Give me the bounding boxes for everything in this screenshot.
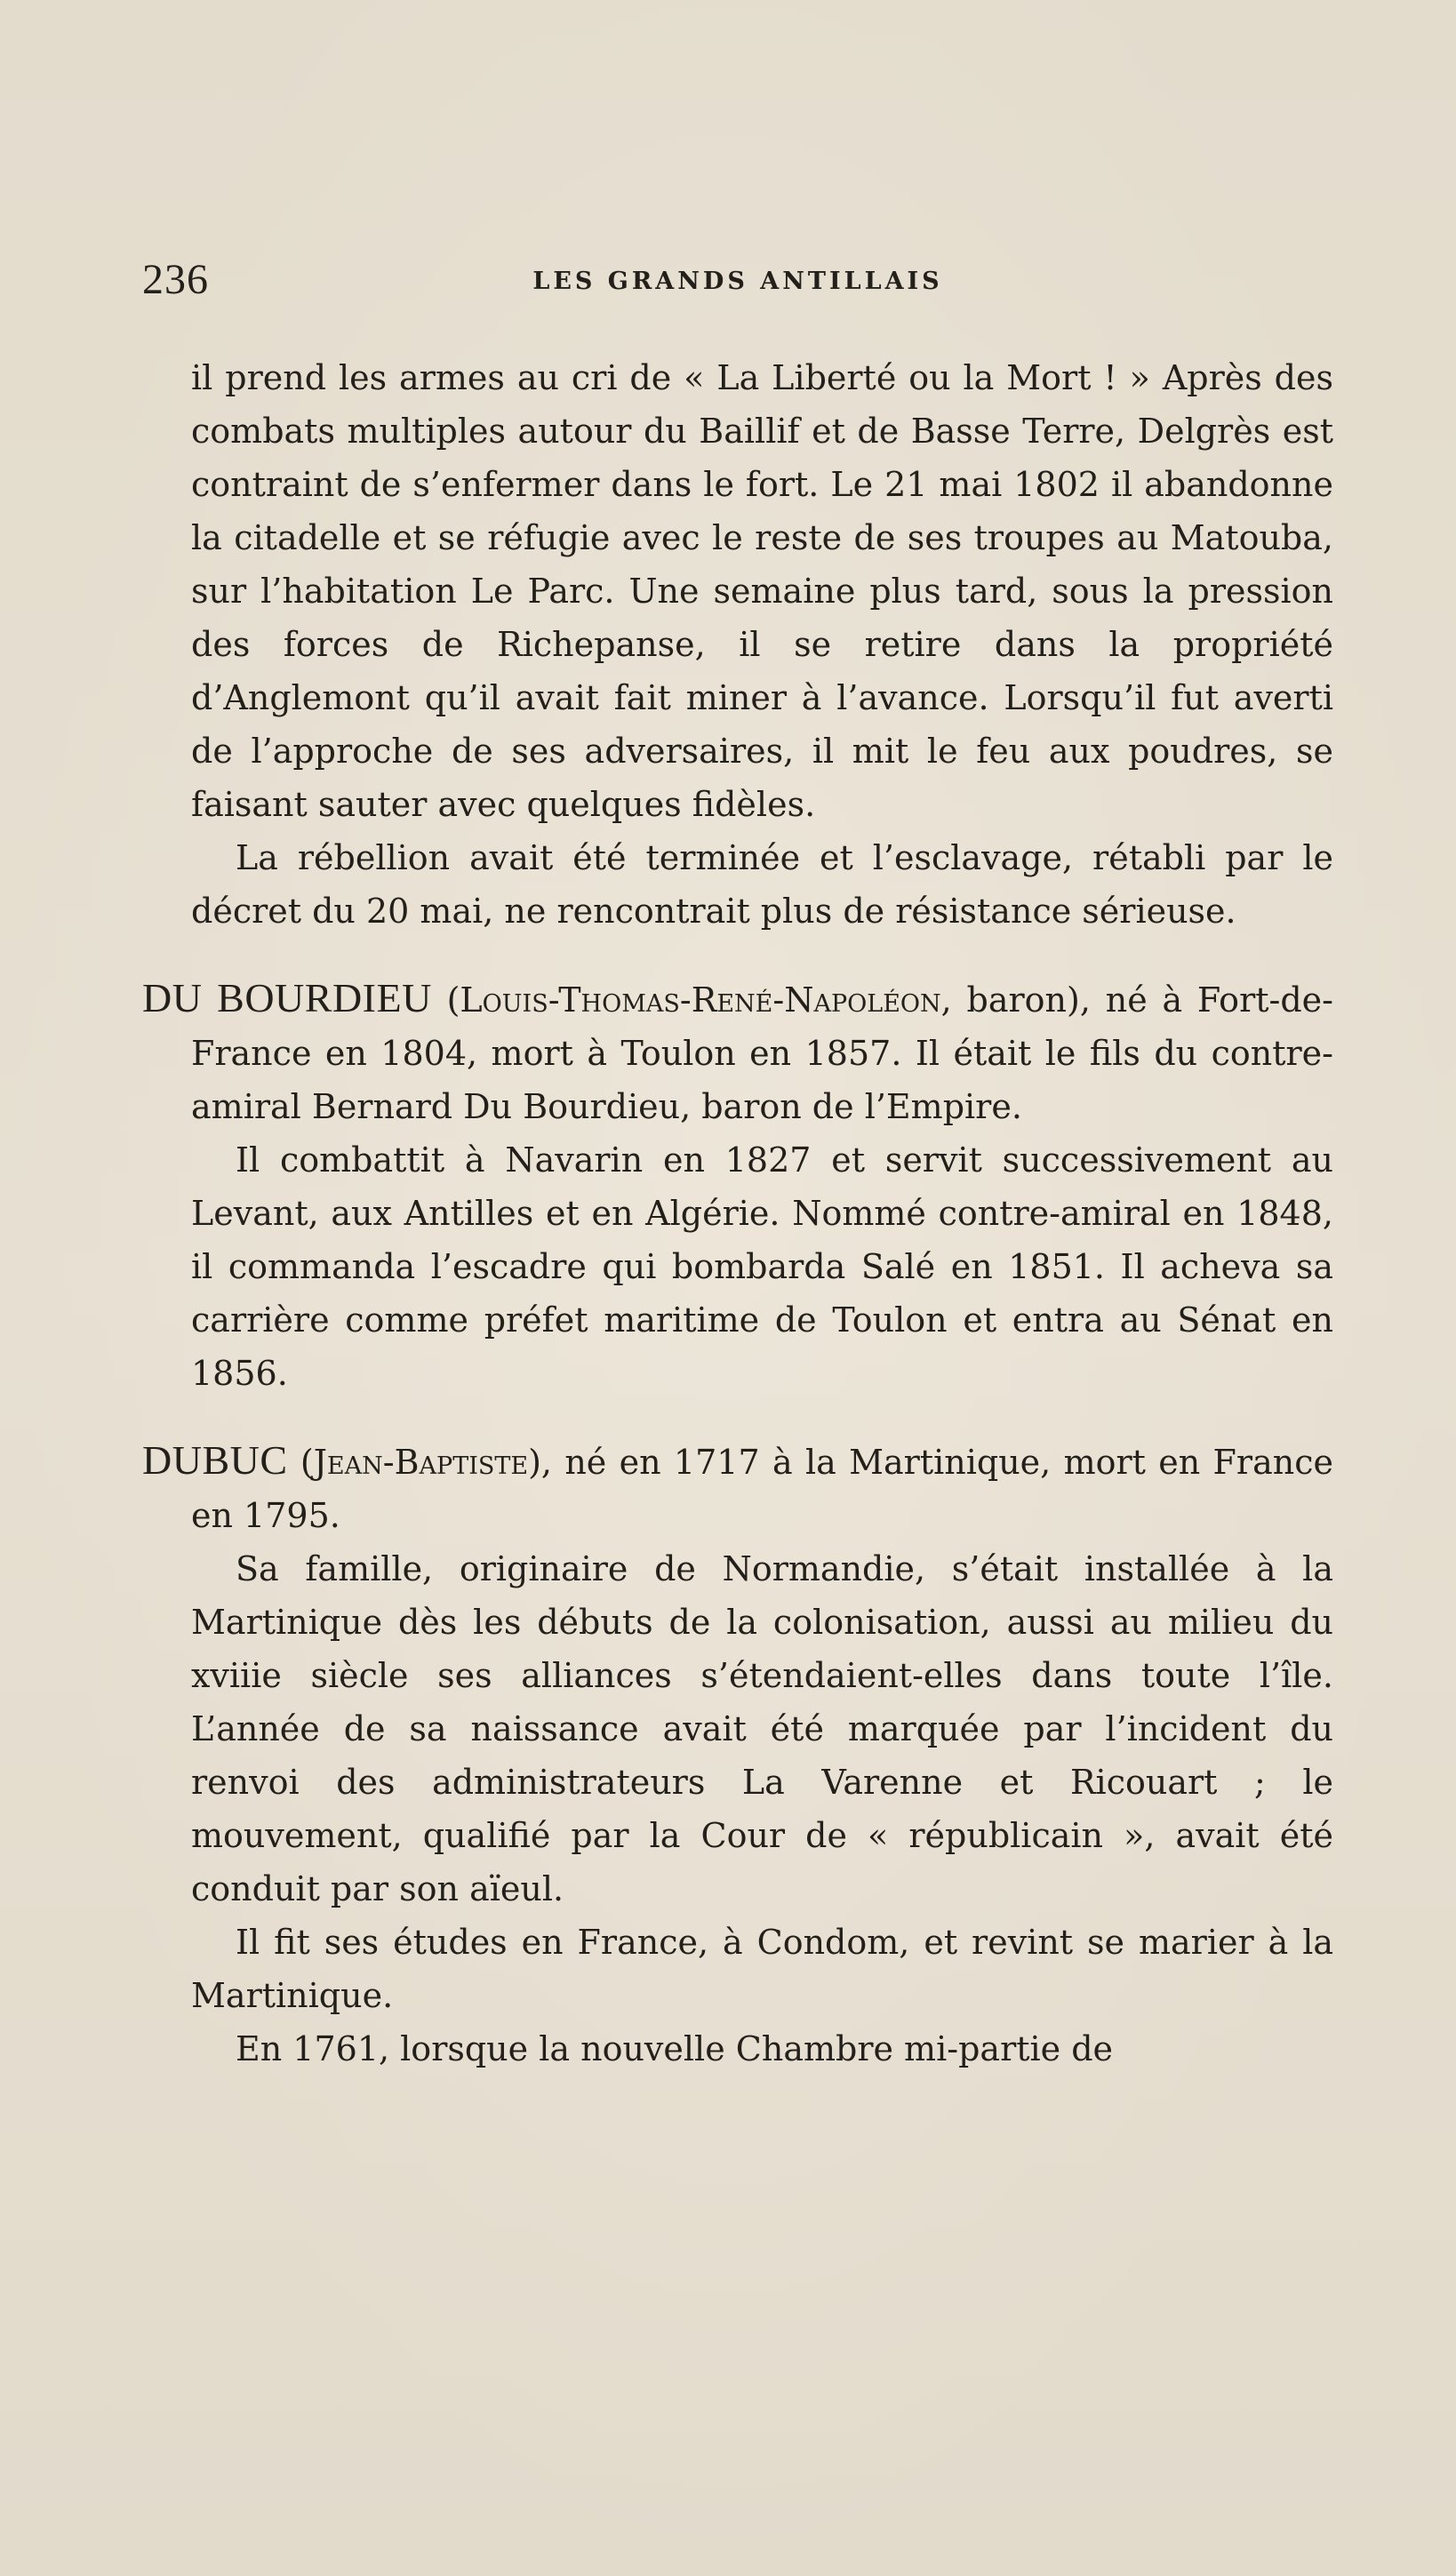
entry-headword: DUBUC <box>142 1437 288 1483</box>
entry-intro: né en 1717 à la Martinique, mort en France en 1795. <box>191 1443 1333 1535</box>
paragraph-dubuc-studies: Il fit ses études en France, à Condom, et revint se marier à la Martinique. <box>191 1923 1333 2015</box>
page-number: 236 <box>142 256 209 303</box>
entry-headword: DU BOURDIEU <box>142 975 432 1020</box>
entry-given-names: (Louis-Thomas-René-Napoléon, <box>446 980 952 1020</box>
paragraph-dubuc-1761: En 1761, lorsque la nouvelle Chambre mi-partie de <box>236 2029 1114 2068</box>
page-header <box>142 253 1333 307</box>
paragraph-dubuc-family: Sa famille, originaire de Normandie, s’était installée à la Martinique dès les débuts de la colonisation, aussi au milieu du xviiie siècle ses alliances s’étendaient-elles dans toute l’île. L’année de sa naissance avait été marquée par l’incident du renvoi des administrateurs La Varenne et Ricouart ; le mouvement, qualifié par la Cour de « républicain », avait été conduit par son aïeul. <box>191 1549 1333 1908</box>
running-title: LES GRANDS ANTILLAIS <box>532 268 943 295</box>
paragraph-delgres-end: il prend les armes au cri de « La Liberté ou la Mort ! » Après des combats multiples autour du Baillif et de Basse Terre, Delgrès est contraint de s’enfermer dans le fort. Le 21 mai 1802 il abandonne la citadelle et se réfugie avec le reste de ses troupes au Matouba, sur l’habitation Le Parc. Une semaine plus tard, sous la pression des forces de Richepanse, il se retire dans la propriété d’Anglemont qu’il avait fait miner à l’avance. Lorsqu’il fut averti de l’approche de ses adversaires, il mit le feu aux poudres, se faisant sauter avec quelques fidèles. <box>191 358 1333 824</box>
body-text <box>142 351 1333 2076</box>
paragraph-rebellion: La rébellion avait été terminée et l’esclavage, rétabli par le décret du 20 mai, ne rencontrait plus de résistance sérieuse. <box>191 838 1333 931</box>
entry-dubuc <box>142 1434 1333 1542</box>
entry-du-bourdieu <box>142 972 1333 1133</box>
paragraph-du-bourdieu-career: Il combattit à Navarin en 1827 et servit successivement au Levant, aux Antilles et en Algérie. Nommé contre-amiral en 1848, il commanda l’escadre qui bombarda Salé en 1851. Il acheva sa carrière comme préfet maritime de Toulon et entra au Sénat en 1856. <box>191 1140 1333 1393</box>
entry-intro: baron), né à Fort-de-France en 1804, mort à Toulon en 1857. Il était le fils du contre-amiral Bernard Du Bourdieu, baron de l’Empire. <box>191 980 1333 1126</box>
entry-given-names: (Jean-Baptiste), <box>300 1443 552 1482</box>
